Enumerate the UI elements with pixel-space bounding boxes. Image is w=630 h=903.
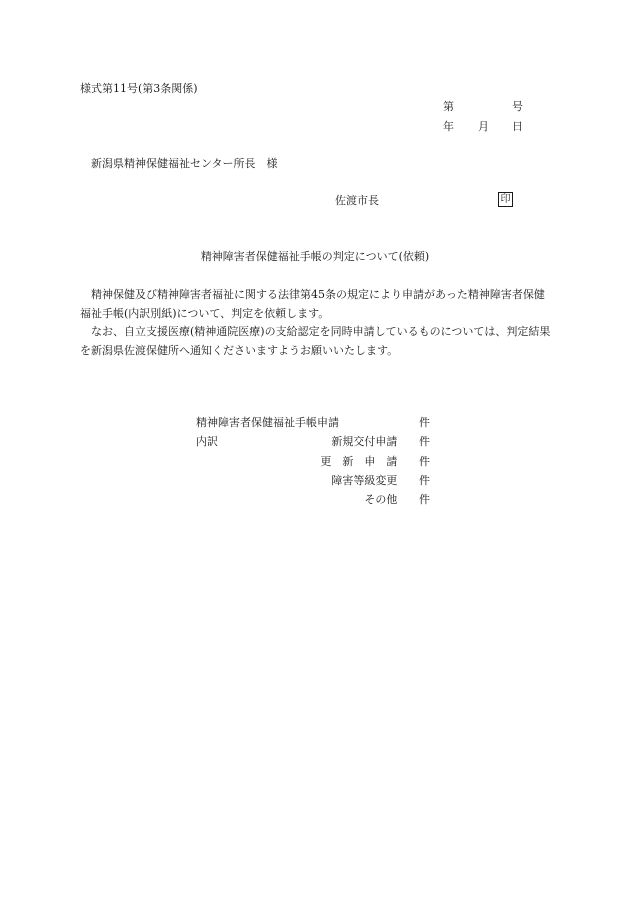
total-label: 精神障害者保健福祉手帳申請 [196,416,339,429]
unit-label: 件 [419,473,430,487]
item-label: 障害等級変更 [331,473,398,487]
document-number-label: 第 [443,100,454,113]
unit-label: 件 [419,435,430,449]
item-label: 新規交付申請 [331,435,398,449]
count-row-new [196,435,436,454]
count-row-total [196,416,436,435]
document-subject: 精神障害者保健福祉手帳の判定について(依頼) [200,250,430,263]
count-row-renewal [196,455,436,474]
body-text [80,286,552,360]
unit-label: 件 [419,416,430,429]
unit-label: 件 [419,493,430,507]
date-year-label: 年 [443,120,454,133]
document-number-suffix: 号 [512,100,523,113]
seal-mark: 印 [498,192,513,207]
body-paragraph-2: なお、自立支援医療(精神通院医療)の支給認定を同時申請しているものについては、判定結果を新潟県佐渡保健所へ通知くださいますようお願いいたします。 [80,325,551,357]
item-label: 更 新 申 請 [320,454,398,468]
breakdown-label: 内訳 [196,435,218,449]
addressee: 新潟県精神保健福祉センター所長 様 [91,157,278,170]
date-month-label: 月 [478,120,489,133]
count-row-grade-change [196,474,436,493]
unit-label: 件 [419,454,430,468]
application-count-table [196,416,436,512]
form-number: 様式第11号(第3条関係) [80,82,198,95]
item-label: その他 [364,493,398,507]
body-paragraph-1: 精神保健及び精神障害者福祉に関する法律第45条の規定により申請があった精神障害者保健福祉手帳(内訳別紙)について、判定を依頼します。 [80,288,545,320]
sender: 佐渡市長 [335,194,379,207]
date-day-label: 日 [512,120,523,133]
count-row-other [196,493,436,512]
